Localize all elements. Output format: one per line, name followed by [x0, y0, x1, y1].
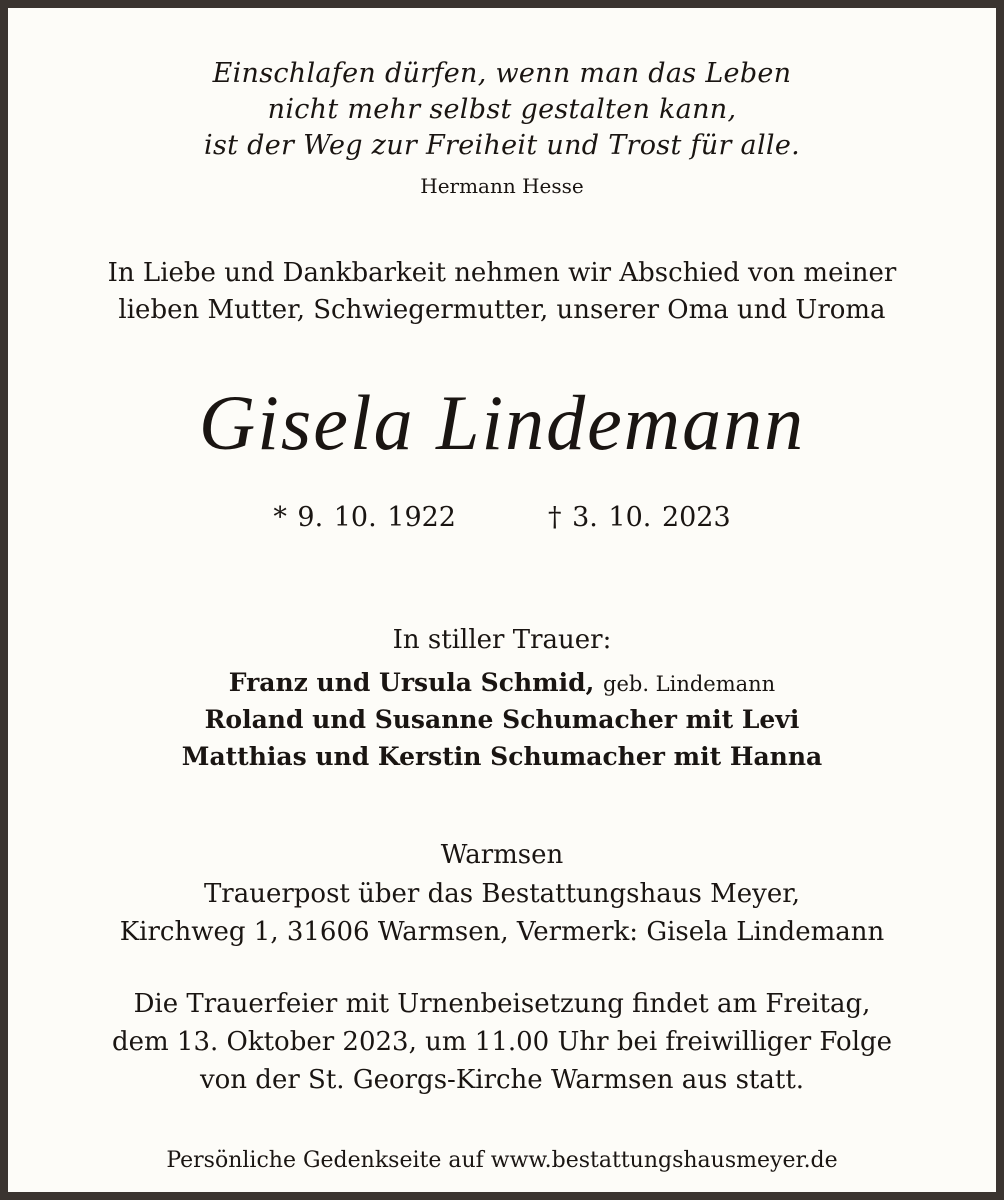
deceased-name: Gisela Lindemann	[198, 379, 806, 466]
intro-line-1: In Liebe und Dankbarkeit nehmen wir Abschied von meiner	[107, 258, 897, 288]
quote-author: Hermann Hesse	[420, 174, 584, 198]
address-line-2: Kirchweg 1, 31606 Warmsen, Vermerk: Gisela Lindemann	[119, 917, 885, 947]
quote-line-1: Einschlafen dürfen, wenn man das Leben	[212, 58, 792, 89]
life-dates	[8, 502, 996, 533]
ceremony-line-3: von der St. Georgs-Kirche Warmsen aus statt.	[199, 1065, 805, 1095]
mourner-line-1	[8, 668, 996, 697]
death-date: † 3. 10. 2023	[548, 502, 731, 533]
mourners-heading: In stiller Trauer:	[392, 625, 612, 655]
obituary-notice	[8, 8, 996, 1192]
ceremony-line-1: Die Trauerfeier mit Urnenbeisetzung findet am Freitag,	[133, 989, 871, 1019]
ceremony-line-2: dem 13. Oktober 2023, um 11.00 Uhr bei freiwilliger Folge	[111, 1027, 893, 1057]
address-line-1: Trauerpost über das Bestattungshaus Meyer,	[203, 879, 801, 909]
mourner-line-3: Matthias und Kerstin Schumacher mit Hanna	[181, 742, 823, 771]
birth-date: * 9. 10. 1922	[273, 502, 456, 533]
intro-line-2: lieben Mutter, Schwiegermutter, unserer Oma und Uroma	[118, 295, 886, 325]
place: Warmsen	[440, 840, 564, 870]
memorial-page-link[interactable]: Persönliche Gedenkseite auf www.bestattungshausmeyer.de	[166, 1148, 838, 1173]
mourner-line-2: Roland und Susanne Schumacher mit Levi	[204, 705, 800, 734]
mourner-note: geb. Lindemann	[603, 672, 776, 696]
mourner-name: Franz und Ursula Schmid,	[228, 668, 595, 697]
quote-line-2: nicht mehr selbst gestalten kann,	[267, 94, 737, 125]
quote-line-3: ist der Weg zur Freiheit und Trost für alle.	[204, 130, 800, 161]
